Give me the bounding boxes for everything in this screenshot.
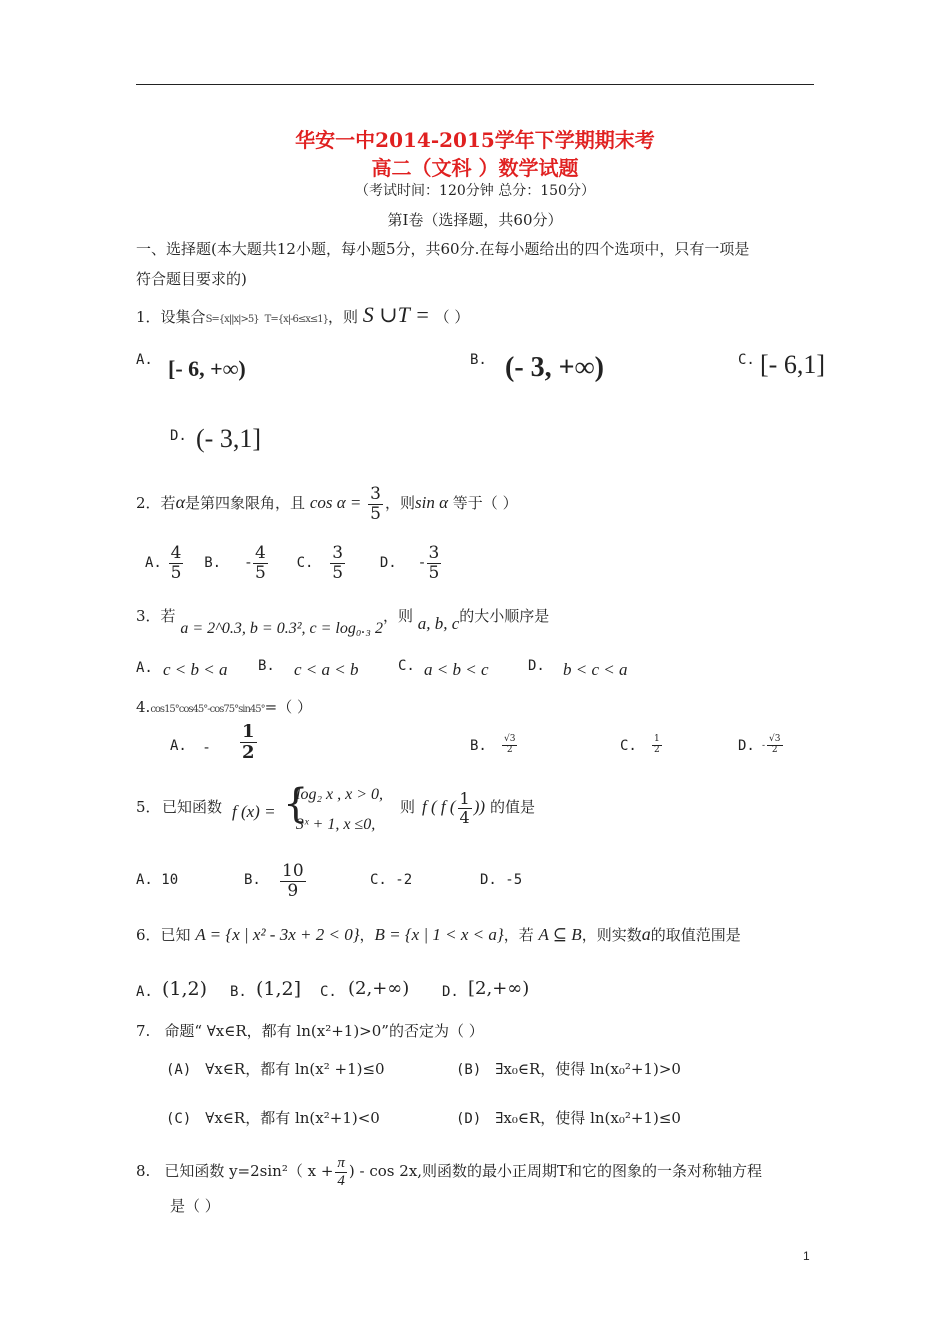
q4-option-c-label: C. <box>620 738 637 754</box>
set-b: B = {x | 1 < x < a} <box>374 925 504 944</box>
instructions-line1: 一、选择题(本大题共12小题，每小题5分，共60分.在每小题给出的四个选项中，只有一项是 <box>136 240 750 258</box>
q6-option-c-label: C. <box>320 984 337 1000</box>
q5-case-1: log₂ x , x > 0, <box>296 786 384 803</box>
stem-text: =（ ） <box>264 698 312 716</box>
q2-option-d-sign: - <box>419 553 425 572</box>
instructions-line2: 符合题目要求的) <box>136 270 247 288</box>
stem-text: 设集合 <box>160 308 206 326</box>
question-2-stem <box>136 485 518 523</box>
q5-option-c: C. -2 <box>370 872 413 888</box>
stem-text: 则 <box>400 798 416 816</box>
question-1-stem <box>136 302 469 328</box>
q3-option-d-label: D. <box>528 658 545 674</box>
stem-text: 若 <box>160 607 176 625</box>
question-number: 1． <box>136 308 161 326</box>
exam-meta: （考试时间：120分钟 总分：150分） <box>355 183 595 199</box>
top-rule <box>136 84 814 85</box>
q2-option-d-label: D. <box>379 555 397 572</box>
q3-option-c-label: C. <box>398 658 415 674</box>
q2-options <box>145 544 443 582</box>
q5-option-b-label: B. <box>244 872 261 888</box>
q2-option-a-label: A. <box>145 555 162 572</box>
stem-text: 已知函数 <box>162 798 223 816</box>
q7-option-b: (B) ∃x₀∈R，使得 ln(x₀²+1)>0 <box>456 1060 681 1078</box>
q1-option-c-label: C. <box>738 352 755 368</box>
stem-text: 的值是 <box>490 798 536 816</box>
question-4-stem <box>136 696 312 717</box>
alpha-symbol: α <box>175 492 186 513</box>
q5-option-d: D. -5 <box>480 872 523 888</box>
question-7-stem: 7. 命题“ ∀x∈R，都有 ln(x²+1)>0”的否定为（ ） <box>136 1022 484 1040</box>
q4-option-b: $\frac{√3}{2}$ <box>504 734 516 755</box>
q6-option-c: (2,+∞) <box>348 978 410 999</box>
set-s-garbled: S={x||x|>5} <box>205 314 259 325</box>
q6-option-b: (1,2] <box>256 978 302 1000</box>
q6-option-d-label: D. <box>442 984 459 1000</box>
fraction-three-fifths: $\frac{3}{5}$ <box>370 484 381 524</box>
q3-option-d: b < c < a <box>563 660 628 679</box>
question-number: 4. <box>136 698 151 716</box>
q3-option-b-label: B. <box>258 658 275 674</box>
q4-expression-garbled: cos15°cos45°-cos75°sin45° <box>150 704 265 715</box>
exam-title-line2: 高二（文科 ）数学试题 <box>371 156 579 180</box>
section-heading: 第Ⅰ卷（选择题，共60分） <box>387 211 563 229</box>
q1-option-a-label: A. <box>136 352 153 368</box>
question-6-stem: 6．已知 A = {x | x² - 3x + 2 < 0}，B = {x | 1 < x < a}，若 A ⊆ B，则实数a的取值范围是 <box>136 924 741 944</box>
q3-option-a-label: A. <box>136 660 153 676</box>
q4-option-c: $\frac{1}{2}$ <box>654 734 660 755</box>
q6-option-d: [2,+∞) <box>468 978 530 999</box>
q3-option-a: c < b < a <box>163 660 228 679</box>
q5-option-a: A. 10 <box>136 872 179 888</box>
question-number: 2． <box>136 494 161 513</box>
q6-option-a: (1,2) <box>162 978 208 1000</box>
q7-option-d: (D) ∃x₀∈R，使得 ln(x₀²+1)≤0 <box>456 1109 681 1127</box>
piecewise-brace: { <box>283 781 309 827</box>
q5-expression: f ( f ( $\frac{1}{4}$ )) <box>422 789 486 827</box>
q4-option-a: $\frac{1}{2}$ <box>242 721 255 763</box>
question-3-stem <box>136 605 550 637</box>
q5-function-name: f (x) = <box>232 802 276 821</box>
q2-option-b: $\frac{4}{5}$ <box>254 543 266 583</box>
q1-option-d: (- 3,1] <box>196 424 261 453</box>
q7-option-a: (A) ∀x∈R，都有 ln(x² +1)≤0 <box>166 1060 385 1078</box>
q7-option-c: (C) ∀x∈R，都有 ln(x²+1)<0 <box>166 1109 380 1127</box>
q3-variables: a, b, c <box>417 614 460 633</box>
q3-expression: a = 2^0.3, b = 0.3², c = log₀.₃ 2 <box>180 620 383 637</box>
q1-option-a: [- 6, +∞) <box>168 356 246 381</box>
q1-option-d-label: D. <box>170 428 187 444</box>
q6-option-a-label: A. <box>136 984 153 1000</box>
q2-option-d: $\frac{3}{5}$ <box>428 543 440 583</box>
q4-option-d-label: D. <box>738 738 755 754</box>
stem-text: 是第四象限角，且 <box>185 494 306 513</box>
union-expression: S ∪T = <box>362 302 430 327</box>
stem-text: 若 <box>160 494 176 513</box>
question-8-stem-line2: 是（ ） <box>170 1197 220 1215</box>
q3-option-c: a < b < c <box>424 660 489 679</box>
q4-option-a-sign: - <box>204 738 210 756</box>
stem-text: ，则 <box>382 607 413 625</box>
stem-text: 等于（ ） <box>452 494 518 513</box>
subset-expression: A ⊆ B <box>538 925 582 944</box>
stem-text: ，则 <box>327 308 358 326</box>
q2-option-b-sign: - <box>245 553 251 572</box>
q1-option-b-label: B. <box>470 352 487 368</box>
q1-option-c: [- 6,1] <box>760 350 825 379</box>
answer-paren: （ ） <box>434 308 470 326</box>
q4-option-d: - $\frac{√3}{2}$ <box>762 734 781 755</box>
q1-option-b: (- 3, +∞) <box>505 352 604 383</box>
q5-case-2: 3ˣ + 1, x ≤0, <box>296 816 376 833</box>
stem-text: ，则 <box>384 494 415 513</box>
stem-text: 的大小顺序是 <box>459 607 550 625</box>
q2-option-a: $\frac{4}{5}$ <box>170 543 182 583</box>
question-number: 5． <box>136 798 161 816</box>
set-a: A = {x | x² - 3x + 2 < 0} <box>195 925 360 944</box>
q4-option-a-label: A. <box>170 738 187 754</box>
sin-alpha: sin α <box>415 493 449 513</box>
q3-option-b: c < a < b <box>294 660 359 679</box>
page-number: 1 <box>803 1249 810 1263</box>
question-8-stem: 8. 已知函数 y=2sin²（ x + $\frac{\pi}{4}$ ) - cos 2x,则函数的最小正周期T和它的图象的一条对称轴方程 <box>136 1155 763 1189</box>
q6-option-b-label: B. <box>230 984 247 1000</box>
set-t-garbled: T={x|-6≤x≤1} <box>264 314 328 325</box>
cos-alpha: cos α = <box>309 493 362 513</box>
q4-option-b-label: B. <box>470 738 487 754</box>
q2-option-c: $\frac{3}{5}$ <box>332 543 344 583</box>
q5-option-b: $\frac{10}{9}$ <box>282 861 304 901</box>
exam-title-line1: 华安一中2014-2015学年下学期期末考 <box>295 128 655 152</box>
q2-option-b-label: B. <box>204 555 222 572</box>
q2-option-c-label: C. <box>296 555 314 572</box>
question-number: 3． <box>136 607 161 625</box>
